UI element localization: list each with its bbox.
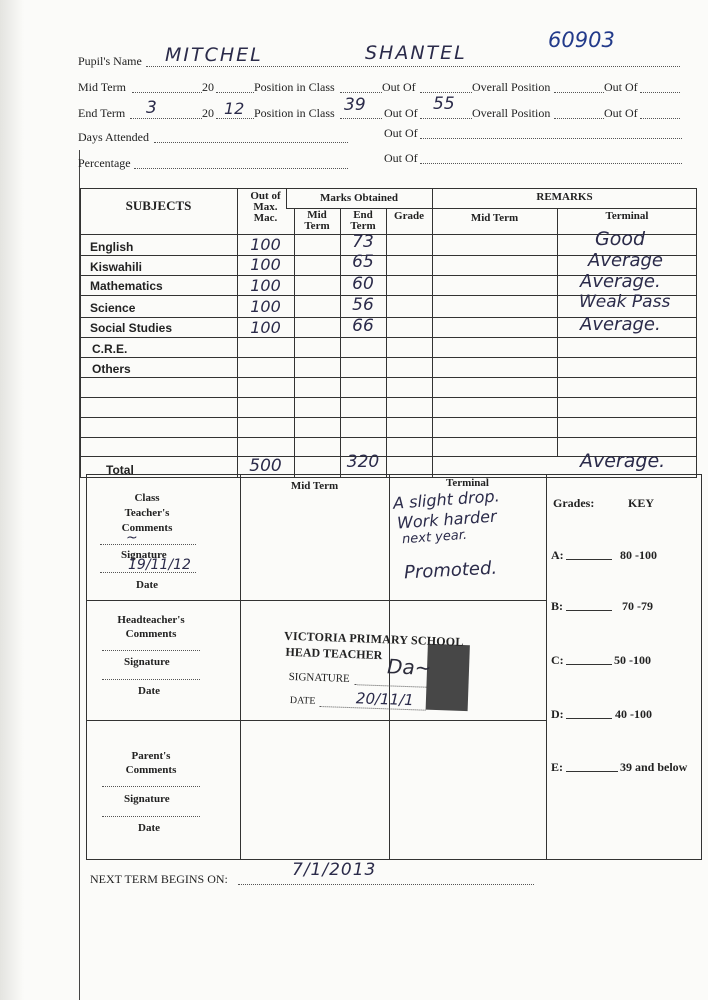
grade-col-header: Grade [394, 210, 424, 222]
next-term-line [238, 884, 534, 885]
subject-name: C.R.E. [92, 342, 128, 356]
headteacher-comment-line [102, 650, 200, 651]
end-term-mark: 66 [352, 316, 374, 336]
total-max: 500 [249, 456, 282, 476]
parent-signature-line [102, 816, 200, 817]
terminal-comment-line1: A slight drop. [392, 486, 501, 513]
grade-range: 39 and below [620, 760, 688, 774]
remarks-mid-term-header: Mid Term [470, 212, 519, 224]
grade-line [566, 610, 612, 611]
row-line [80, 417, 697, 418]
mid-term-col-line2: Term [304, 220, 330, 232]
class-teacher-label [86, 491, 208, 536]
subject-name: Science [90, 301, 136, 315]
terminal-remark: Good [595, 228, 646, 250]
subject-name: Social Studies [90, 321, 173, 335]
end-term-line [130, 118, 202, 119]
remarks-terminal-header: Terminal [605, 210, 649, 222]
percentage-out-of-label: Out Of [384, 151, 418, 165]
mid-year-line [216, 92, 254, 93]
mid-out-of-line [420, 92, 472, 93]
max-mark: 100 [250, 276, 281, 295]
end-position-value: 39 [344, 95, 366, 115]
comments-row-line [86, 600, 546, 601]
stamp-signature: Da~ [386, 654, 432, 680]
row-line [80, 357, 697, 358]
mid-year-prefix: 20 [202, 80, 214, 94]
end-position-line [340, 118, 382, 119]
end-term-col-line1: End [353, 209, 373, 221]
pupil-last-name: SHANTEL [365, 42, 467, 64]
class-teacher-signature: ~ [126, 530, 138, 546]
grade-range: 40 -100 [615, 707, 652, 721]
school-stamp [280, 625, 477, 714]
parent-line2: Comments [125, 764, 177, 776]
mid-position-label: Position in Class [254, 80, 335, 94]
pupil-first-name: MITCHEL [165, 44, 263, 66]
end-term-label: End Term [78, 106, 126, 120]
row-line [80, 377, 697, 378]
comments-terminal-header: Terminal [446, 477, 489, 489]
stamp-date-value: 20/11/1 [355, 689, 415, 710]
class-teacher-date-label: Date [136, 579, 158, 591]
mid-out-of-label: Out Of [382, 80, 416, 94]
total-label: Total [106, 463, 134, 477]
grade-range: 80 -100 [620, 548, 657, 562]
stamp-ink-block [426, 644, 470, 711]
parent-line1: Parent's [131, 750, 171, 762]
days-attended-line [154, 142, 348, 143]
terminal-comment-line2: Work harder [396, 506, 498, 533]
end-out-of2-line [640, 118, 680, 119]
total-end-term: 320 [346, 452, 380, 472]
days-attended-label: Days Attended [78, 130, 149, 144]
stamp-title: HEAD TEACHER [285, 644, 383, 663]
grade-letter: C: [551, 653, 564, 667]
days-out-of-line [420, 138, 682, 139]
subject-name: Kiswahili [90, 260, 143, 274]
mid-out-of2-line [640, 92, 680, 93]
out-of-header-line3: Mac. [253, 212, 278, 224]
parent-label [86, 749, 216, 777]
percentage-label: Percentage [78, 156, 131, 170]
percentage-line [134, 168, 348, 169]
comments-row-line [86, 720, 546, 721]
grade-letter: E: [551, 760, 563, 774]
admission-number: 60903 [548, 28, 615, 52]
grades-key-label: KEY [628, 496, 655, 510]
end-out-of-value: 55 [433, 94, 455, 114]
end-term-col-header [340, 210, 386, 232]
row-line-subheader [286, 208, 697, 209]
mid-term-col-header [294, 210, 340, 232]
parent-signature-label: Signature [124, 793, 170, 805]
end-out-of-label: Out Of [384, 106, 418, 120]
headteacher-signature-line [102, 679, 200, 680]
subject-name: English [90, 240, 134, 254]
row-line [80, 337, 697, 338]
headteacher-line1: Headteacher's [117, 614, 185, 626]
parent-comment-line [102, 786, 200, 787]
left-margin-shadow [0, 0, 24, 1000]
end-term-mark: 73 [352, 232, 374, 252]
max-mark: 100 [250, 255, 281, 274]
col-line-remarks [432, 188, 433, 478]
comments-col-line [240, 474, 241, 860]
mid-term-label: Mid Term [78, 80, 126, 94]
grade-range: 50 -100 [614, 653, 651, 667]
stamp-school-name: VICTORIA PRIMARY SCHOOL [283, 628, 464, 649]
class-teacher-line3: Comments [121, 522, 173, 534]
remarks-header: REMARKS [536, 191, 593, 203]
percentage-out-of-line [420, 163, 682, 164]
mid-out-of2-label: Out Of [604, 80, 638, 94]
terminal-comment-line3: next year. [401, 527, 468, 548]
end-term-mark: 60 [352, 274, 374, 294]
headteacher-signature-label: Signature [124, 656, 170, 668]
end-term-col-line2: Term [350, 220, 376, 232]
class-teacher-line2: Teacher's [124, 507, 170, 519]
total-remark: Average. [580, 450, 666, 472]
comments-col-line [546, 474, 547, 860]
class-teacher-line1: Class [134, 492, 160, 504]
end-year-prefix: 20 [202, 106, 214, 120]
end-position-label: Position in Class [254, 106, 335, 120]
out-of-header-line2: Max. [253, 201, 278, 213]
mid-overall-line [554, 92, 604, 93]
next-term-date: 7/1/2013 [292, 860, 377, 880]
class-teacher-comment-line [100, 544, 196, 545]
headteacher-line2: Comments [125, 628, 177, 640]
class-teacher-signature-label: Signature [121, 549, 167, 561]
marks-obtained-header: Marks Obtained [320, 192, 398, 204]
mid-term-col-line1: Mid [307, 209, 327, 221]
grade-line [566, 664, 612, 665]
terminal-remark: Average. [580, 314, 661, 335]
grade-letter: D: [551, 707, 564, 721]
grade-letter: A: [551, 548, 564, 562]
max-mark: 100 [250, 235, 281, 254]
stamp-date-label: DATE [289, 694, 316, 707]
terminal-remark: Average. [580, 271, 661, 292]
grade-range: 70 -79 [622, 599, 653, 613]
end-overall-label: Overall Position [472, 106, 551, 120]
headteacher-date-label: Date [138, 685, 160, 697]
mid-position-line [340, 92, 382, 93]
end-term-mark: 56 [352, 295, 374, 315]
mid-overall-label: Overall Position [472, 80, 551, 94]
grade-line [566, 559, 612, 560]
grade-line [566, 771, 618, 772]
terminal-remark: Average [588, 250, 663, 271]
next-term-label: NEXT TERM BEGINS ON: [90, 872, 228, 886]
subjects-header: SUBJECTS [125, 198, 192, 213]
max-mark: 100 [250, 297, 281, 316]
end-overall-line [554, 118, 604, 119]
end-year-value: 12 [224, 99, 245, 118]
class-teacher-date: 19/11/12 [128, 557, 191, 573]
terminal-remark: Weak Pass [579, 292, 671, 312]
max-mark: 100 [250, 318, 281, 337]
comments-mid-term-header: Mid Term [290, 480, 339, 492]
mid-term-line [132, 92, 202, 93]
terminal-comment-line4: Promoted. [403, 557, 498, 584]
headteacher-label [86, 613, 216, 641]
row-line [80, 397, 697, 398]
end-term-mark: 65 [352, 252, 374, 272]
grade-letter: B: [551, 599, 563, 613]
parent-date-label: Date [138, 822, 160, 834]
subject-name: Mathematics [90, 279, 163, 293]
pupil-name-line [146, 66, 680, 67]
subject-name: Others [92, 362, 131, 376]
end-out-of2-label: Out Of [604, 106, 638, 120]
pupil-name-label: Pupil's Name [78, 54, 142, 68]
grades-title: Grades: [553, 496, 595, 510]
out-of-header-line1: Out of [250, 190, 281, 202]
stamp-signature-line [354, 684, 426, 688]
stamp-signature-label: SIGNATURE [288, 670, 350, 686]
end-year-line [216, 118, 254, 119]
end-term-value: 3 [146, 98, 157, 118]
row-line [80, 437, 697, 438]
days-out-of-label: Out Of [384, 126, 418, 140]
col-line-terminal [557, 208, 558, 456]
grade-line [566, 718, 612, 719]
end-out-of-line [420, 118, 472, 119]
